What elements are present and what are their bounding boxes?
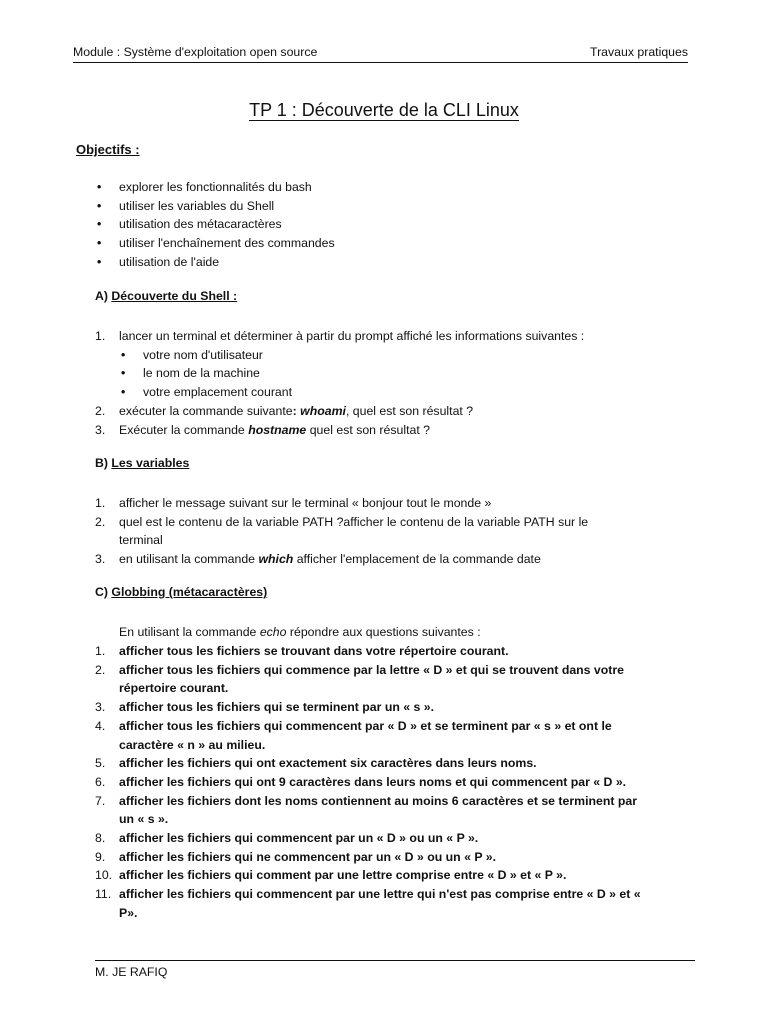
- command-whoami: whoami: [300, 403, 346, 418]
- list-item: 1. afficher tous les fichiers se trouvant dans votre répertoire courant.: [95, 644, 509, 658]
- list-item: 9. afficher les fichiers qui ne commencent par un « D » ou un « P ».: [95, 849, 496, 864]
- section-c-list: [95, 642, 689, 923]
- author-label: M. JE RAFIQ: [95, 965, 168, 979]
- list-item: 2. afficher tous les fichiers qui commence par la lettre « D » et qui se trouvent dans votre répertoire courant.: [95, 662, 625, 696]
- objectifs-list: [97, 178, 335, 272]
- sub-list-item: • votre nom d'utilisateur: [143, 346, 679, 365]
- bullet-icon: •: [97, 217, 102, 232]
- section-c-heading: C) Globbing (métacaractères): [95, 585, 268, 599]
- bullet-icon: •: [97, 254, 102, 269]
- list-item: 3. afficher tous les fichiers qui se terminent par un « s ».: [95, 700, 435, 715]
- bullet-icon: •: [97, 236, 102, 251]
- section-b-heading: B) Les variables: [95, 456, 190, 470]
- section-c-intro: En utilisant la commande echo répondre aux questions suivantes :: [119, 625, 481, 639]
- command-which: which: [258, 552, 294, 567]
- objectifs-heading: Objectifs :: [76, 142, 140, 157]
- section-a-heading: A) Découverte du Shell :: [95, 289, 238, 303]
- list-item: • utiliser les variables du Shell: [119, 197, 335, 216]
- list-item: 8. afficher les fichiers qui commencent par un « D » ou un « P ».: [95, 831, 479, 846]
- list-item: 7. afficher les fichiers dont les noms contiennent au moins 6 caractères et se terminent par un « s ».: [95, 793, 638, 827]
- list-item: 1. lancer un terminal et déterminer à partir du prompt affiché les informations suivantes : • votre nom d'utilisateur • le nom de la machine • votre emplacement courant: [119, 327, 679, 402]
- bullet-icon: •: [121, 385, 126, 400]
- section-a-list: [95, 327, 679, 439]
- page-header: [73, 44, 688, 63]
- bullet-icon: •: [121, 347, 126, 362]
- list-item: 2. quel est le contenu de la variable PATH ?afficher le contenu de la variable PATH sur le terminal: [95, 514, 589, 548]
- list-item: • explorer les fonctionnalités du bash: [119, 178, 335, 197]
- list-item: 3. Exécuter la commande hostname quel est son résultat ?: [95, 422, 431, 437]
- bullet-icon: •: [97, 180, 102, 194]
- list-item: 6. afficher les fichiers qui ont 9 caractères dans leurs noms et qui commencent par « D ».: [95, 774, 627, 789]
- sub-list-item: • votre emplacement courant: [143, 383, 679, 402]
- list-item: • utilisation de l'aide: [119, 253, 335, 272]
- command-echo: echo: [259, 625, 287, 639]
- bullet-icon: •: [121, 366, 126, 381]
- list-item: 1. afficher le message suivant sur le terminal « bonjour tout le monde »: [95, 496, 492, 510]
- page-footer: [95, 960, 695, 979]
- list-item: • utiliser l'enchaînement des commandes: [119, 234, 335, 253]
- command-hostname: hostname: [248, 422, 307, 437]
- list-item: • utilisation des métacaractères: [119, 215, 335, 234]
- list-item: 11. afficher les fichiers qui commencent par une lettre qui n'est pas comprise entre « D » et « P».: [95, 887, 641, 920]
- sub-list-item: • le nom de la machine: [143, 364, 679, 383]
- header-right-label: Travaux pratiques: [590, 45, 688, 59]
- list-item: 2. exécuter la commande suivante: whoami, quel est son résultat ?: [95, 403, 474, 418]
- page-title: [0, 100, 768, 121]
- list-item: 3. en utilisant la commande which afficher l'emplacement de la commande date: [95, 552, 541, 567]
- list-item: 5. afficher les fichiers qui ont exactement six caractères dans leurs noms.: [95, 756, 537, 771]
- bullet-icon: •: [97, 198, 102, 213]
- list-item: 10. afficher les fichiers qui comment par une lettre comprise entre « D » et « P ».: [95, 868, 567, 883]
- page-title-text: TP 1 : Découverte de la CLI Linux: [249, 100, 519, 120]
- section-b-list: [95, 494, 679, 569]
- module-label: Module : Système d'exploitation open source: [73, 45, 318, 59]
- section-a-sublist: [119, 346, 679, 402]
- list-item: 4. afficher tous les fichiers qui commencent par « D » et se terminent par « s » et ont le caractère « n » au milieu.: [95, 718, 612, 752]
